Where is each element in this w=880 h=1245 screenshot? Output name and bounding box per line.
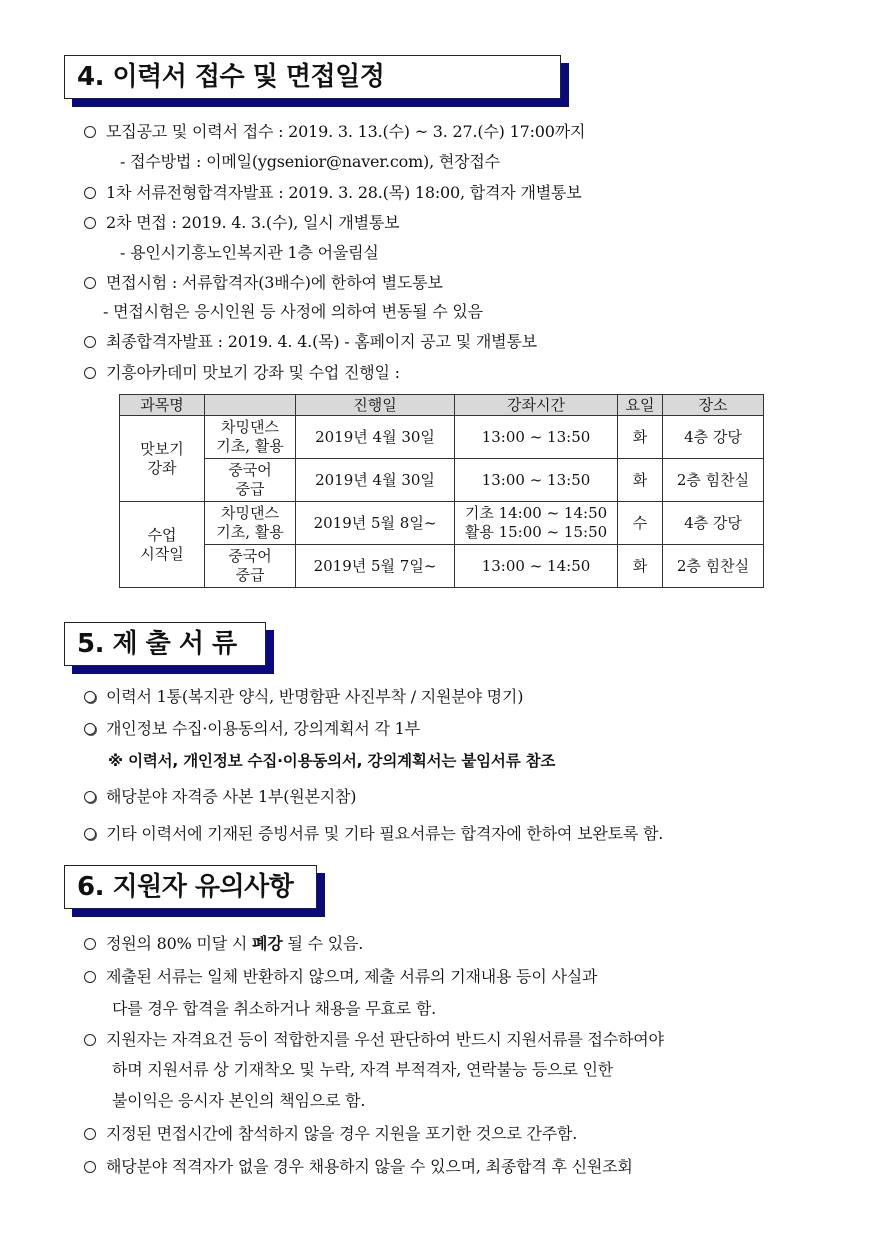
section-4-heading [64, 55, 561, 99]
s4-item: 면접시험 : 서류합격자(3배수)에 한하여 별도통보 [84, 273, 443, 293]
s5-item: 기타 이력서에 기재된 증빙서류 및 기타 필요서류는 합격자에 한하여 보완토록 함. [84, 824, 663, 844]
circle-bullet-icon [84, 1128, 96, 1140]
time-cell: 기초 14:00 ~ 14:50 활용 15:00 ~ 15:50 [455, 502, 618, 545]
time-cell: 13:00 ~ 13:50 [455, 459, 618, 502]
place-cell: 4층 강당 [663, 416, 764, 459]
s6-item: 지정된 면접시간에 참석하지 않을 경우 지원을 포기한 것으로 간주함. [84, 1124, 577, 1144]
section-4-title: 4. 이력서 접수 및 면접일정 [64, 55, 561, 99]
circle-bullet-icon [84, 938, 96, 950]
circle-bullet-icon [84, 723, 96, 735]
circle-bullet-icon [84, 1034, 96, 1046]
circle-bullet-icon [84, 971, 96, 983]
s4-item: 모집공고 및 이력서 접수 : 2019. 3. 13.(수) ~ 3. 27.(수) 17:00까지 [84, 122, 585, 142]
time-cell: 13:00 ~ 13:50 [455, 416, 618, 459]
place-cell: 2층 힘찬실 [663, 459, 764, 502]
circle-bullet-icon [84, 277, 96, 289]
subject-cell: 차밍댄스 기초, 활용 [205, 416, 296, 459]
s6-item: 정원의 80% 미달 시 폐강 될 수 있음. [84, 934, 363, 954]
subject-cell: 중국어 중급 [205, 545, 296, 588]
section-5-heading [64, 622, 266, 666]
schedule-table [119, 394, 764, 588]
s4-item: 2차 면접 : 2019. 4. 3.(수), 일시 개별통보 [84, 213, 399, 233]
date-cell: 2019년 5월 8일~ [296, 502, 455, 545]
s4-subitem: - 용인시기흥노인복지관 1층 어울림실 [120, 243, 379, 262]
s5-item: 개인정보 수집·이용동의서, 강의계획서 각 1부 [84, 719, 420, 739]
group-name: 수업 시작일 [120, 502, 205, 588]
s5-item: 이력서 1통(복지관 양식, 반명함판 사진부착 / 지원분야 명기) [84, 687, 523, 707]
place-cell: 4층 강당 [663, 502, 764, 545]
table-row [120, 545, 764, 588]
date-cell: 2019년 5월 7일~ [296, 545, 455, 588]
day-cell: 화 [618, 459, 663, 502]
s4-subitem: - 면접시험은 응시인원 등 사정에 의하여 변동될 수 있음 [103, 302, 483, 321]
circle-bullet-icon [84, 367, 96, 379]
table-header-row: 과목명 진행일 강좌시간 요일 장소 [120, 395, 764, 416]
closure-emphasis: 폐강 [252, 934, 283, 953]
section-6-heading [64, 865, 317, 909]
place-cell: 2층 힘찬실 [663, 545, 764, 588]
s6-item-cont: 하며 지원서류 상 기재착오 및 누락, 자격 부적격자, 연락불능 등으로 인한 [112, 1060, 614, 1079]
subject-cell: 차밍댄스 기초, 활용 [205, 502, 296, 545]
circle-bullet-icon [84, 336, 96, 348]
s6-item-cont: 다를 경우 합격을 취소하거나 채용을 무효로 함. [112, 999, 437, 1018]
circle-bullet-icon [84, 217, 96, 229]
table-row [120, 416, 764, 459]
date-cell: 2019년 4월 30일 [296, 459, 455, 502]
s6-item: 지원자는 자격요건 등이 적합한지를 우선 판단하여 반드시 지원서류를 접수하여야 [84, 1030, 664, 1050]
day-cell: 수 [618, 502, 663, 545]
s4-item: 기흥아카데미 맛보기 강좌 및 수업 진행일 : [84, 363, 400, 383]
group-name: 맛보기 강좌 [120, 416, 205, 502]
s6-item-cont: 불이익은 응시자 본인의 책임으로 함. [112, 1091, 366, 1110]
day-cell: 화 [618, 545, 663, 588]
circle-bullet-icon [84, 187, 96, 199]
date-cell: 2019년 4월 30일 [296, 416, 455, 459]
table-row [120, 459, 764, 502]
s4-item: 최종합격자발표 : 2019. 4. 4.(목) - 홈페이지 공고 및 개별통보 [84, 332, 537, 352]
s6-item: 해당분야 적격자가 없을 경우 채용하지 않을 수 있으며, 최종합격 후 신원조회 [84, 1157, 633, 1177]
table-row [120, 502, 764, 545]
section-6-title: 6. 지원자 유의사항 [64, 865, 317, 909]
circle-bullet-icon [84, 828, 96, 840]
subject-cell: 중국어 중급 [205, 459, 296, 502]
circle-bullet-icon [84, 126, 96, 138]
circle-bullet-icon [84, 1161, 96, 1173]
time-cell: 13:00 ~ 14:50 [455, 545, 618, 588]
day-cell: 화 [618, 416, 663, 459]
s4-item: 1차 서류전형합격자발표 : 2019. 3. 28.(목) 18:00, 합격자 개별통보 [84, 183, 581, 203]
section-5-title: 5. 제 출 서 류 [64, 622, 266, 666]
s5-item: 해당분야 자격증 사본 1부(원본지참) [84, 787, 356, 807]
circle-bullet-icon [84, 691, 96, 703]
s5-note: ※ 이력서, 개인정보 수집·이용동의서, 강의계획서는 붙임서류 참조 [108, 752, 556, 770]
circle-bullet-icon [84, 791, 96, 803]
s4-subitem: - 접수방법 : 이메일(ygsenior@naver.com), 현장접수 [120, 152, 500, 171]
s6-item: 제출된 서류는 일체 반환하지 않으며, 제출 서류의 기재내용 등이 사실과 [84, 967, 597, 987]
